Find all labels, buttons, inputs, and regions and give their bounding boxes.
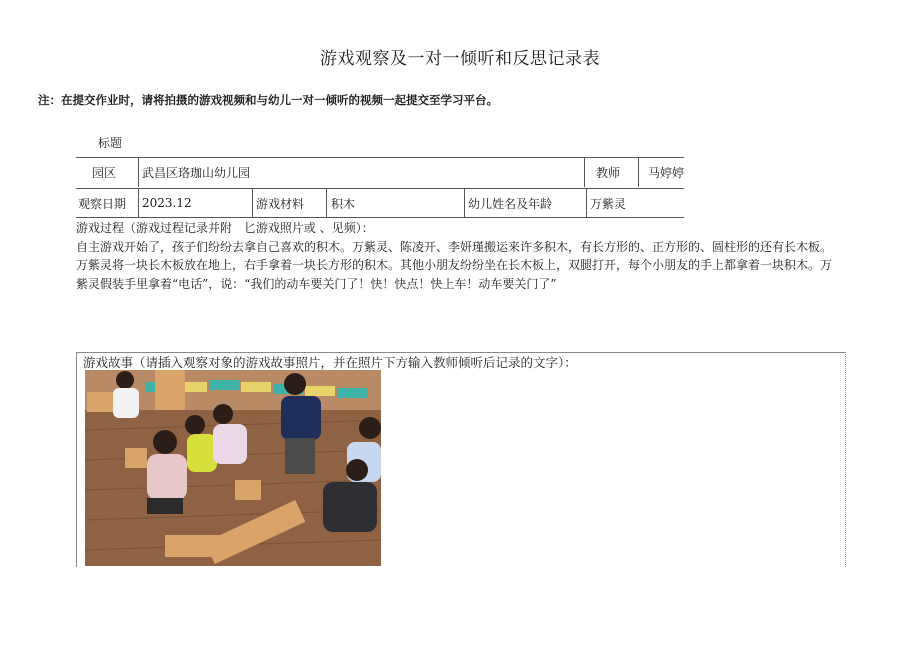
process-line-1: 自主游戏开始了，孩子们纷纷去拿自己喜欢的积木。万紫灵、陈凌开、李妍瑾搬运来许多积木，有长方形的、正方形的、圆柱形的还有长木板。 (76, 239, 833, 254)
material-value: 积木 (331, 196, 356, 211)
process-heading-c: 、见频）： (319, 221, 374, 235)
submission-note: 注：在提交作业时，请将拍摄的游戏视频和与幼儿一对一倾听的视频一起提交至学习平台。 (38, 93, 498, 107)
process-heading-b: 匕游戏照片或 (243, 221, 316, 235)
date-value: 2023.12 (142, 196, 192, 210)
child-label: 幼儿姓名及年龄 (468, 196, 553, 211)
process-heading (76, 219, 846, 238)
child-value: 万紫灵 (590, 196, 627, 211)
process-line-3: 紫灵假装手里拿着“电话”，说：“我们的动车要关门了！快！快点！快上车！动车要关门了” (76, 276, 557, 291)
game-process (76, 219, 846, 293)
park-label: 园区 (92, 166, 117, 180)
date-label: 观察日期 (78, 196, 127, 211)
game-story-photo (85, 370, 381, 566)
game-story-box (76, 352, 846, 567)
material-label: 游戏材料 (256, 196, 305, 211)
children-playing-blocks-image (85, 370, 381, 566)
title-label: 标题 (98, 136, 123, 150)
teacher-label: 教师 (596, 166, 621, 180)
process-line-2: 万紫灵将一块长木板放在地上，右手拿着一块长方形的积木。其他小朋友纷纷坐在长木板上，双腿打开，每个小朋友的手上都拿着一块积木。万 (76, 258, 833, 272)
story-label: 游戏故事（请插入观察对象的游戏故事照片，并在照片下方输入教师倾听后记录的文字）： (83, 355, 577, 370)
teacher-value: 马婷婷 (648, 166, 685, 180)
info-row-park (76, 157, 684, 187)
process-heading-a: 游戏过程（游戏过程记录并附 (76, 221, 233, 235)
info-row-observation (76, 188, 684, 218)
park-value: 武昌区珞珈山幼儿园 (142, 166, 251, 180)
document-title: 游戏观察及一对一倾听和反思记录表 (320, 49, 600, 69)
